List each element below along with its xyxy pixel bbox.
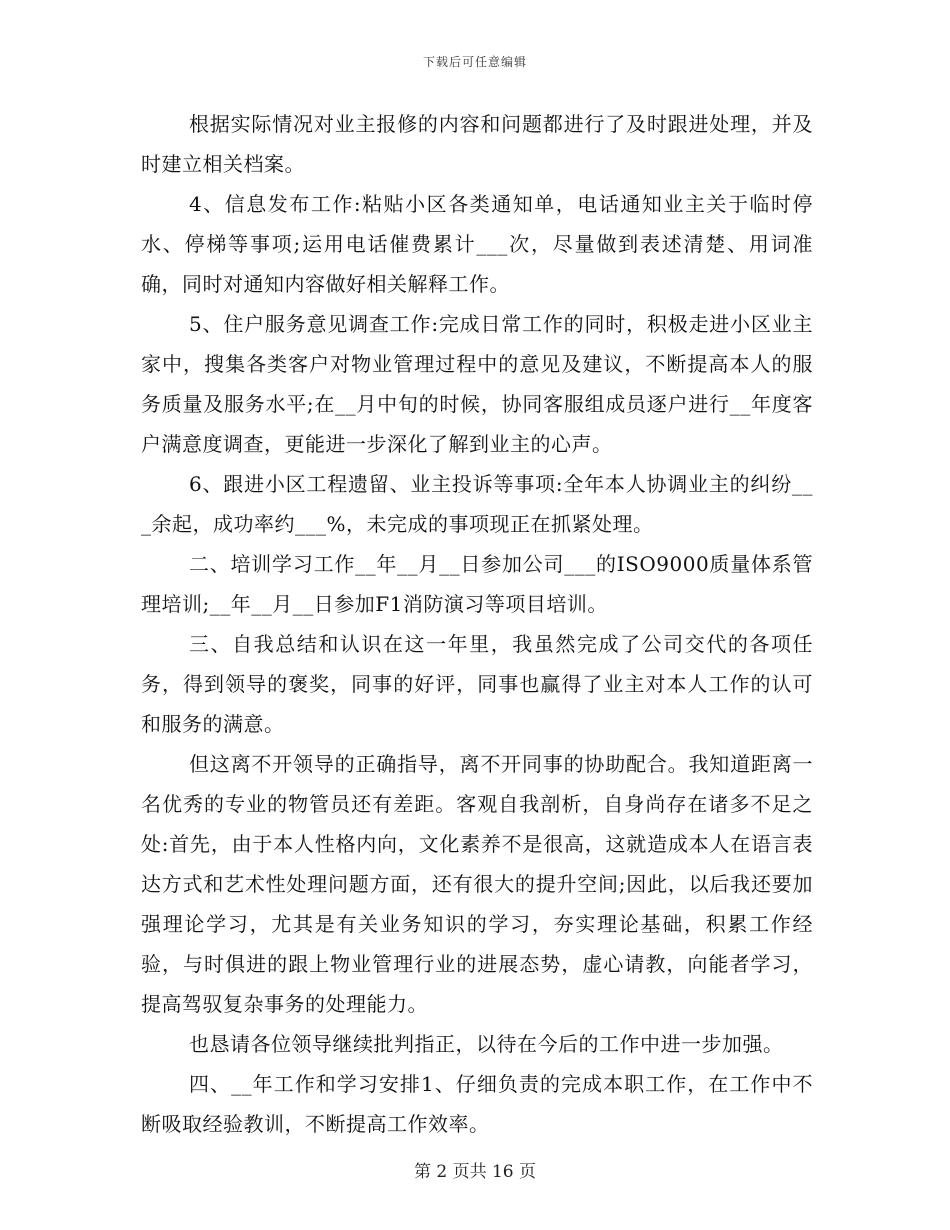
paragraph: 4、信息发布工作:粘贴小区各类通知单，电话通知业主关于临时停水、停梯等事项;运用电话催费累计___次，尽量做到表述清楚、用词准确，同时对通知内容做好相关解释工作。 bbox=[141, 192, 813, 296]
paragraph: 根据实际情况对业主报修的内容和问题都进行了及时跟进处理，并及时建立相关档案。 bbox=[141, 112, 813, 176]
paragraph: 5、住户服务意见调查工作:完成日常工作的同时，积极走进小区业主家中，搜集各类客户对物业管理过程中的意见及建议，不断提高本人的服务质量及服务水平;在__月中旬的时候，协同客服组成员逐户进行__年度客户满意度调查，更能进一步深化了解到业主的心声。 bbox=[141, 312, 813, 456]
paragraph: 也恳请各位领导继续批判指正，以待在今后的工作中进一步加强。 bbox=[189, 1032, 784, 1056]
paragraph: 三、自我总结和认识在这一年里，我虽然完成了公司交代的各项任务，得到领导的褒奖，同事的好评，同事也赢得了业主对本人工作的认可和服务的满意。 bbox=[141, 632, 813, 736]
document-body bbox=[141, 104, 813, 1144]
paragraph: 6、跟进小区工程遗留、业主投诉等事项:全年本人协调业主的纠纷___余起，成功率约___%，未完成的事项现正在抓紧处理。 bbox=[141, 472, 813, 536]
page-number-footer: 第 2 页共 16 页 bbox=[413, 1162, 537, 1182]
page-header: 下载后可任意编辑 bbox=[422, 55, 527, 69]
paragraph: 但这离不开领导的正确指导，离不开同事的协助配合。我知道距离一名优秀的专业的物管员还有差距。客观自我剖析，自身尚存在诸多不足之处:首先，由于本人性格内向，文化素养不是很高，这就造成本人在语言表达方式和艺术性处理问题方面，还有很大的提升空间;因此，以后我还要加强理论学习，尤其是有关业务知识的学习，夯实理论基础，积累工作经验，与时俱进的跟上物业管理行业的进展态势，虚心请教，向能者学习，提高驾驭复杂事务的处理能力。 bbox=[141, 752, 813, 1016]
paragraph: 二、培训学习工作__年__月__日参加公司___的ISO9000质量体系管理培训;__年__月__日参加F1消防演习等项目培训。 bbox=[141, 552, 813, 616]
paragraph: 四、__年工作和学习安排1、仔细负责的完成本职工作，在工作中不断吸取经验教训，不断提高工作效率。 bbox=[141, 1072, 813, 1136]
